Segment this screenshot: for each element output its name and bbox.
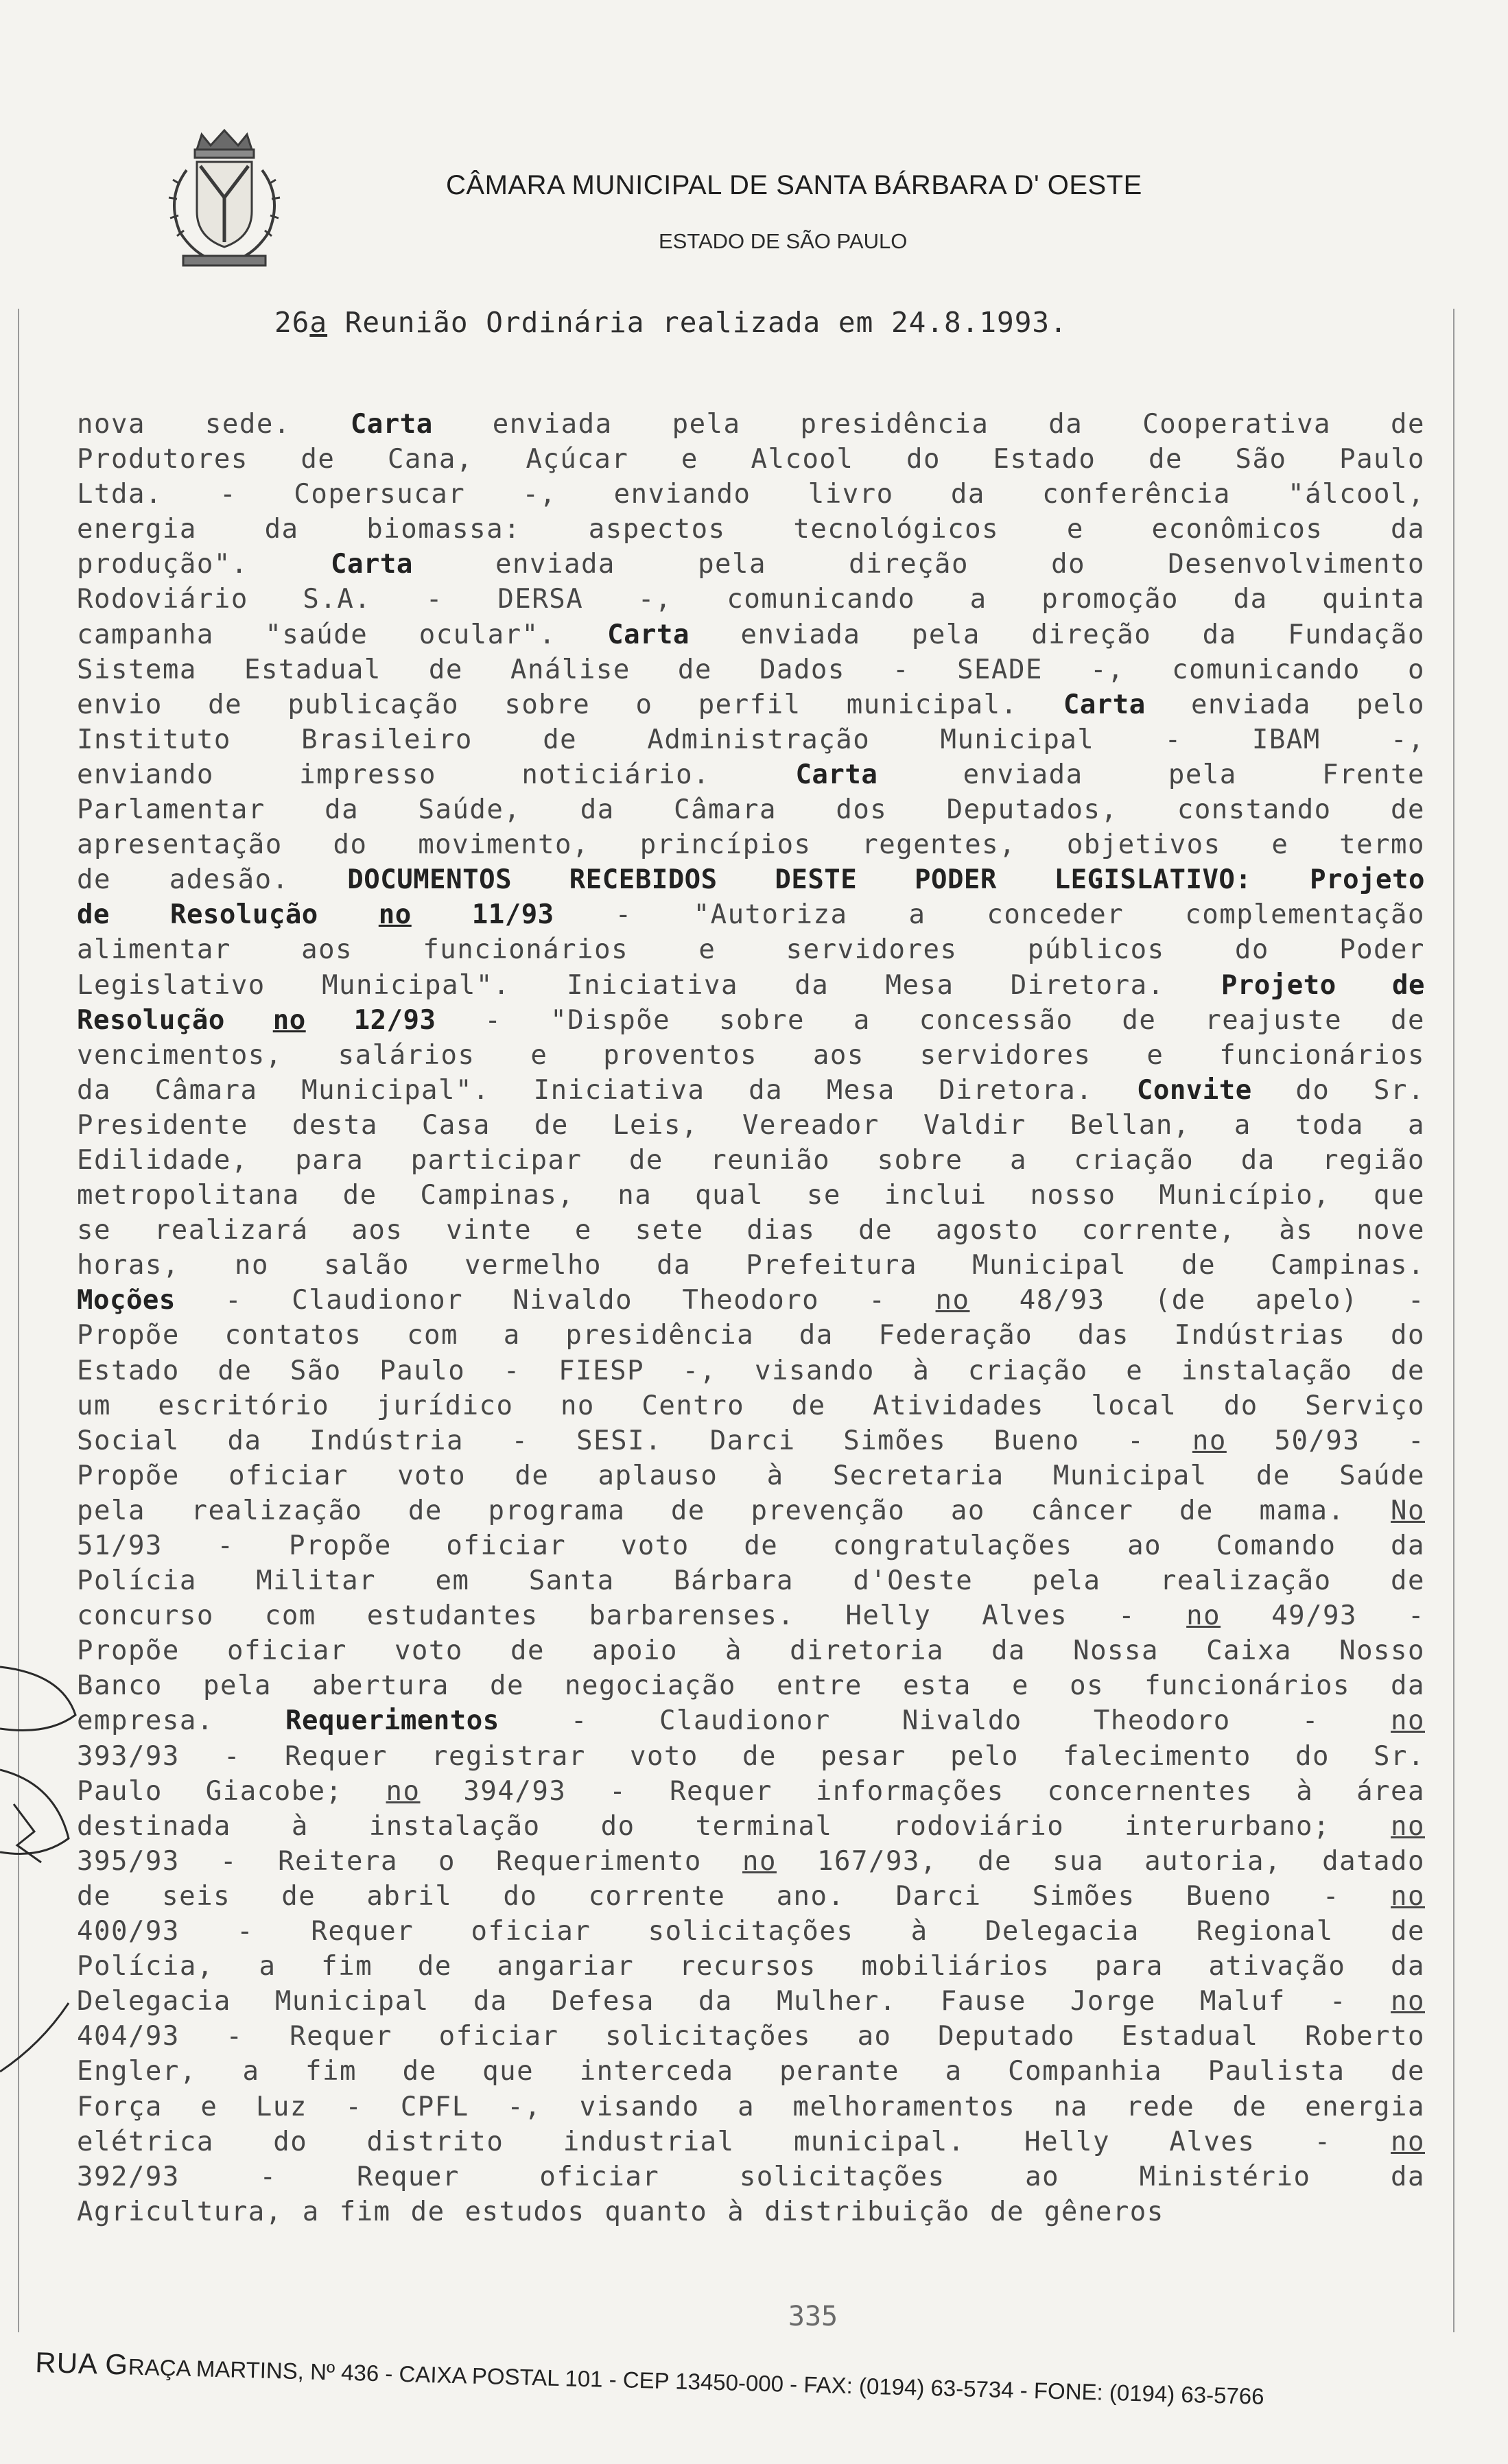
text-segment: empresa.: [77, 1705, 285, 1737]
text-line: [77, 1914, 1425, 1949]
text-segment: campanha "saúde ocular".: [77, 619, 608, 650]
text-segment: Carta: [1063, 689, 1146, 720]
text-line: [77, 1563, 1425, 1598]
text-segment: alimentar aos funcionários e servidores públicos do Poder: [77, 934, 1425, 966]
text-segment: - Claudionor Nivaldo Theodoro -: [499, 1705, 1391, 1737]
municipal-crest-icon: [159, 122, 290, 273]
text-segment: Polícia Militar em Santa Bárbara d'Oeste pela realização de: [77, 1565, 1425, 1597]
text-segment: de adesão.: [77, 864, 348, 896]
text-segment: Propõe oficiar voto de apoio à diretoria da Nossa Caixa Nosso: [77, 1635, 1425, 1667]
session-description: Reunião Ordinária realizada em 24.8.1993.: [327, 306, 1068, 339]
text-line: [77, 1984, 1425, 2019]
text-segment: Carta: [350, 409, 433, 440]
text-segment: 394/93 - Requer informações concernentes à área: [420, 1775, 1425, 1807]
right-margin-line: [1453, 309, 1454, 2332]
text-segment: Parlamentar da Saúde, da Câmara dos Deputados, constando de: [77, 794, 1425, 826]
text-segment: Moções: [77, 1285, 176, 1316]
text-segment: no: [1391, 1810, 1425, 1842]
text-line: [77, 1774, 1425, 1809]
text-line: [77, 1073, 1425, 1108]
text-segment: Rodoviário S.A. - DERSA -, comunicando a promoção da quinta: [77, 584, 1425, 615]
text-segment: no: [1391, 1880, 1425, 1912]
text-line: [77, 1598, 1425, 1633]
text-segment: de Resolução: [77, 899, 379, 931]
text-line: [77, 1248, 1425, 1283]
text-line: [77, 1213, 1425, 1248]
text-segment: Carta: [795, 759, 878, 790]
text-segment: nova sede.: [77, 409, 351, 440]
text-segment: Convite: [1136, 1074, 1252, 1106]
text-segment: envio de publicação sobre o perfil municipal.: [77, 689, 1063, 720]
text-line: [77, 827, 1425, 862]
text-segment: Legislativo Municipal". Iniciativa da Mesa Diretora.: [77, 969, 1221, 1001]
text-segment: Projeto: [1310, 864, 1425, 896]
text-line: [77, 1108, 1425, 1143]
text-line: [77, 512, 1425, 547]
text-segment: Força e Luz - CPFL -, visando a melhoramentos na rede de energia: [77, 2091, 1425, 2122]
footer-address-rest: RAÇA MARTINS, Nº 436 - CAIXA POSTAL 101 - CEP 13450-000 - FAX: (0194) 63-5734 - FONE: (0194) 63-5766: [128, 2354, 1264, 2409]
text-line: [77, 582, 1425, 617]
text-line: [77, 407, 1425, 442]
text-line: [77, 1809, 1425, 1844]
text-segment: 404/93 - Requer oficiar solicitações ao Deputado Estadual Roberto: [77, 2021, 1425, 2052]
text-line: [77, 1493, 1425, 1528]
text-segment: metropolitana de Campinas, na qual se inclui nosso Município, que: [77, 1180, 1425, 1211]
text-segment: Sistema Estadual de Análise de Dados - SEADE -, comunicando o: [77, 654, 1425, 685]
text-segment: Polícia, a fim de angariar recursos mobiliários para ativação da: [77, 1951, 1425, 1982]
text-segment: enviada pelo: [1145, 689, 1425, 720]
text-line: [77, 1458, 1425, 1493]
text-line: [77, 862, 1425, 897]
text-line: [77, 1844, 1425, 1879]
text-segment: Social da Indústria - SESI. Darci Simões Bueno -: [77, 1425, 1192, 1456]
footer-address-lead: RUA G: [34, 2346, 129, 2381]
text-line: [77, 968, 1425, 1003]
text-segment: enviada pela presidência da Cooperativa de: [432, 409, 1426, 440]
text-line: [77, 617, 1425, 652]
text-segment: Paulo Giacobe;: [77, 1775, 386, 1807]
text-segment: Instituto Brasileiro de Administração Municipal - IBAM -,: [77, 724, 1425, 755]
text-segment: Requerimentos: [285, 1705, 499, 1737]
minutes-body-text: [77, 407, 1425, 2229]
text-line: [77, 1178, 1425, 1213]
text-line: [77, 897, 1425, 932]
text-segment: Ltda. - Copersucar -, enviando livro da conferência "álcool,: [77, 479, 1425, 510]
text-segment: Carta: [330, 549, 413, 580]
text-line: [77, 2159, 1425, 2194]
text-segment: elétrica do distrito industrial municipal. Helly Alves -: [77, 2126, 1391, 2157]
text-line: [77, 1703, 1425, 1738]
session-ordinal: a: [309, 306, 328, 339]
text-line: [77, 687, 1425, 722]
text-segment: 49/93 -: [1221, 1600, 1425, 1632]
text-segment: 50/93 -: [1226, 1425, 1425, 1456]
text-segment: destinada à instalação do terminal rodoviário interurbano;: [77, 1810, 1391, 1842]
text-segment: no: [386, 1775, 421, 1807]
text-segment: Propõe contatos com a presidência da Federação das Indústrias do: [77, 1320, 1425, 1351]
text-segment: enviada pela direção da Fundação: [690, 619, 1425, 650]
text-line: [77, 722, 1425, 757]
text-segment: enviada pela direção do Desenvolvimento: [412, 549, 1425, 580]
text-segment: - Claudionor Nivaldo Theodoro -: [175, 1285, 936, 1316]
text-segment: No: [1391, 1495, 1425, 1526]
text-segment: - "Dispõe sobre a concessão de reajuste de: [436, 1004, 1425, 1036]
text-segment: 12/93: [305, 1004, 436, 1036]
text-segment: no: [742, 1845, 777, 1877]
text-line: [77, 1633, 1425, 1668]
text-line: [77, 2124, 1425, 2159]
text-segment: no: [378, 899, 412, 931]
text-segment: Delegacia Municipal da Defesa da Mulher. Fause Jorge Maluf -: [77, 1986, 1391, 2017]
text-line: [77, 652, 1425, 687]
text-line: [77, 1949, 1425, 1984]
text-line: [77, 1353, 1425, 1388]
footer-address-line: [35, 2346, 1504, 2417]
text-segment: concurso com estudantes barbarenses. Helly Alves -: [77, 1600, 1187, 1632]
text-line: [77, 1423, 1425, 1458]
text-line: [77, 442, 1425, 477]
text-line: [77, 477, 1425, 512]
text-segment: Produtores de Cana, Açúcar e Alcool do Estado de São Paulo: [77, 444, 1425, 475]
session-number: 26: [274, 306, 310, 339]
signature-scribble-icon: [0, 1633, 82, 2113]
text-line: [77, 1668, 1425, 1703]
text-line: [77, 547, 1425, 582]
text-segment: enviada pela Frente: [877, 759, 1425, 790]
text-segment: - "Autoriza a conceder complementação: [554, 899, 1425, 931]
text-segment: 395/93 - Reitera o Requerimento: [77, 1845, 742, 1877]
text-segment: no: [1391, 1705, 1425, 1737]
footer-address: [36, 2346, 1504, 2421]
institution-name: CÂMARA MUNICIPAL DE SANTA BÁRBARA D' OESTE: [446, 170, 1142, 200]
text-segment: DOCUMENTOS RECEBIDOS DESTE PODER LEGISLATIVO:: [347, 864, 1252, 896]
text-segment: Resolução: [77, 1004, 273, 1036]
text-segment: no: [1186, 1600, 1221, 1632]
text-line: [77, 1739, 1425, 1774]
text-line: [77, 932, 1425, 967]
text-segment: [1251, 864, 1310, 895]
session-title: [274, 306, 1235, 339]
text-segment: energia da biomassa: aspectos tecnológicos e econômicos da: [77, 514, 1425, 545]
text-segment: se realizará aos vinte e sete dias de agosto corrente, às nove: [77, 1215, 1425, 1246]
text-line: [77, 1003, 1425, 1038]
text-segment: pela realização de programa de prevenção ao câncer de mama.: [77, 1495, 1391, 1526]
text-line: [77, 1388, 1425, 1423]
text-segment: 48/93 (de apelo) -: [969, 1285, 1426, 1316]
text-segment: no: [1391, 2126, 1425, 2157]
text-line: [77, 757, 1425, 792]
text-segment: 51/93 - Propõe oficiar voto de congratulações ao Comando da: [77, 1530, 1425, 1561]
text-segment: no: [1192, 1425, 1227, 1456]
text-segment: Projeto de: [1221, 969, 1425, 1001]
text-line: [77, 2089, 1425, 2124]
text-line: [77, 792, 1425, 827]
text-line: [77, 2054, 1425, 2089]
page-number: 335: [788, 2301, 838, 2332]
text-segment: do Sr.: [1251, 1074, 1425, 1106]
text-line: [77, 2019, 1425, 2054]
text-segment: Edilidade, para participar de reunião sobre a criação da região: [77, 1144, 1425, 1176]
text-segment: 392/93 - Requer oficiar solicitações ao Ministério da: [77, 2161, 1425, 2192]
text-segment: 11/93: [411, 899, 554, 931]
text-segment: produção".: [77, 549, 331, 580]
text-line: [77, 1879, 1425, 1914]
text-segment: Estado de São Paulo - FIESP -, visando à criação e instalação de: [77, 1355, 1425, 1386]
text-segment: horas, no salão vermelho da Prefeitura Municipal de Campinas.: [77, 1250, 1425, 1281]
text-line: [77, 1283, 1425, 1318]
text-segment: no: [935, 1285, 970, 1316]
text-segment: no: [1391, 1986, 1425, 2017]
text-segment: Engler, a fim de que interceda perante a Companhia Paulista de: [77, 2056, 1425, 2087]
text-segment: no: [272, 1004, 306, 1036]
text-segment: 393/93 - Requer registrar voto de pesar pelo falecimento do Sr.: [77, 1740, 1425, 1772]
state-name: ESTADO DE SÃO PAULO: [659, 229, 908, 253]
text-line: [77, 1528, 1425, 1563]
text-segment: apresentação do movimento, princípios regentes, objetivos e termo: [77, 829, 1425, 861]
text-segment: Banco pela abertura de negociação entre esta e os funcionários da: [77, 1670, 1425, 1702]
text-line: [77, 2194, 1425, 2229]
text-segment: 400/93 - Requer oficiar solicitações à Delegacia Regional de: [77, 1916, 1425, 1947]
text-segment: de seis de abril do corrente ano. Darci Simões Bueno -: [77, 1880, 1391, 1912]
text-segment: vencimentos, salários e proventos aos servidores e funcionários: [77, 1039, 1425, 1071]
text-segment: Presidente desta Casa de Leis, Vereador Valdir Bellan, a toda a: [77, 1109, 1425, 1141]
text-line: [77, 1038, 1425, 1073]
text-line: [77, 1318, 1425, 1353]
text-segment: da Câmara Municipal". Iniciativa da Mesa Diretora.: [77, 1074, 1137, 1106]
text-segment: enviando impresso noticiário.: [77, 759, 796, 790]
text-segment: um escritório jurídico no Centro de Atividades local do Serviço: [77, 1390, 1425, 1421]
text-segment: Agricultura, a fim de estudos quanto à distribuição de gêneros: [77, 2196, 1164, 2227]
text-line: [77, 1143, 1425, 1178]
text-segment: Carta: [607, 619, 690, 650]
text-segment: 167/93, de sua autoria, datado: [776, 1845, 1425, 1877]
text-segment: Propõe oficiar voto de aplauso à Secretaria Municipal de Saúde: [77, 1460, 1425, 1491]
